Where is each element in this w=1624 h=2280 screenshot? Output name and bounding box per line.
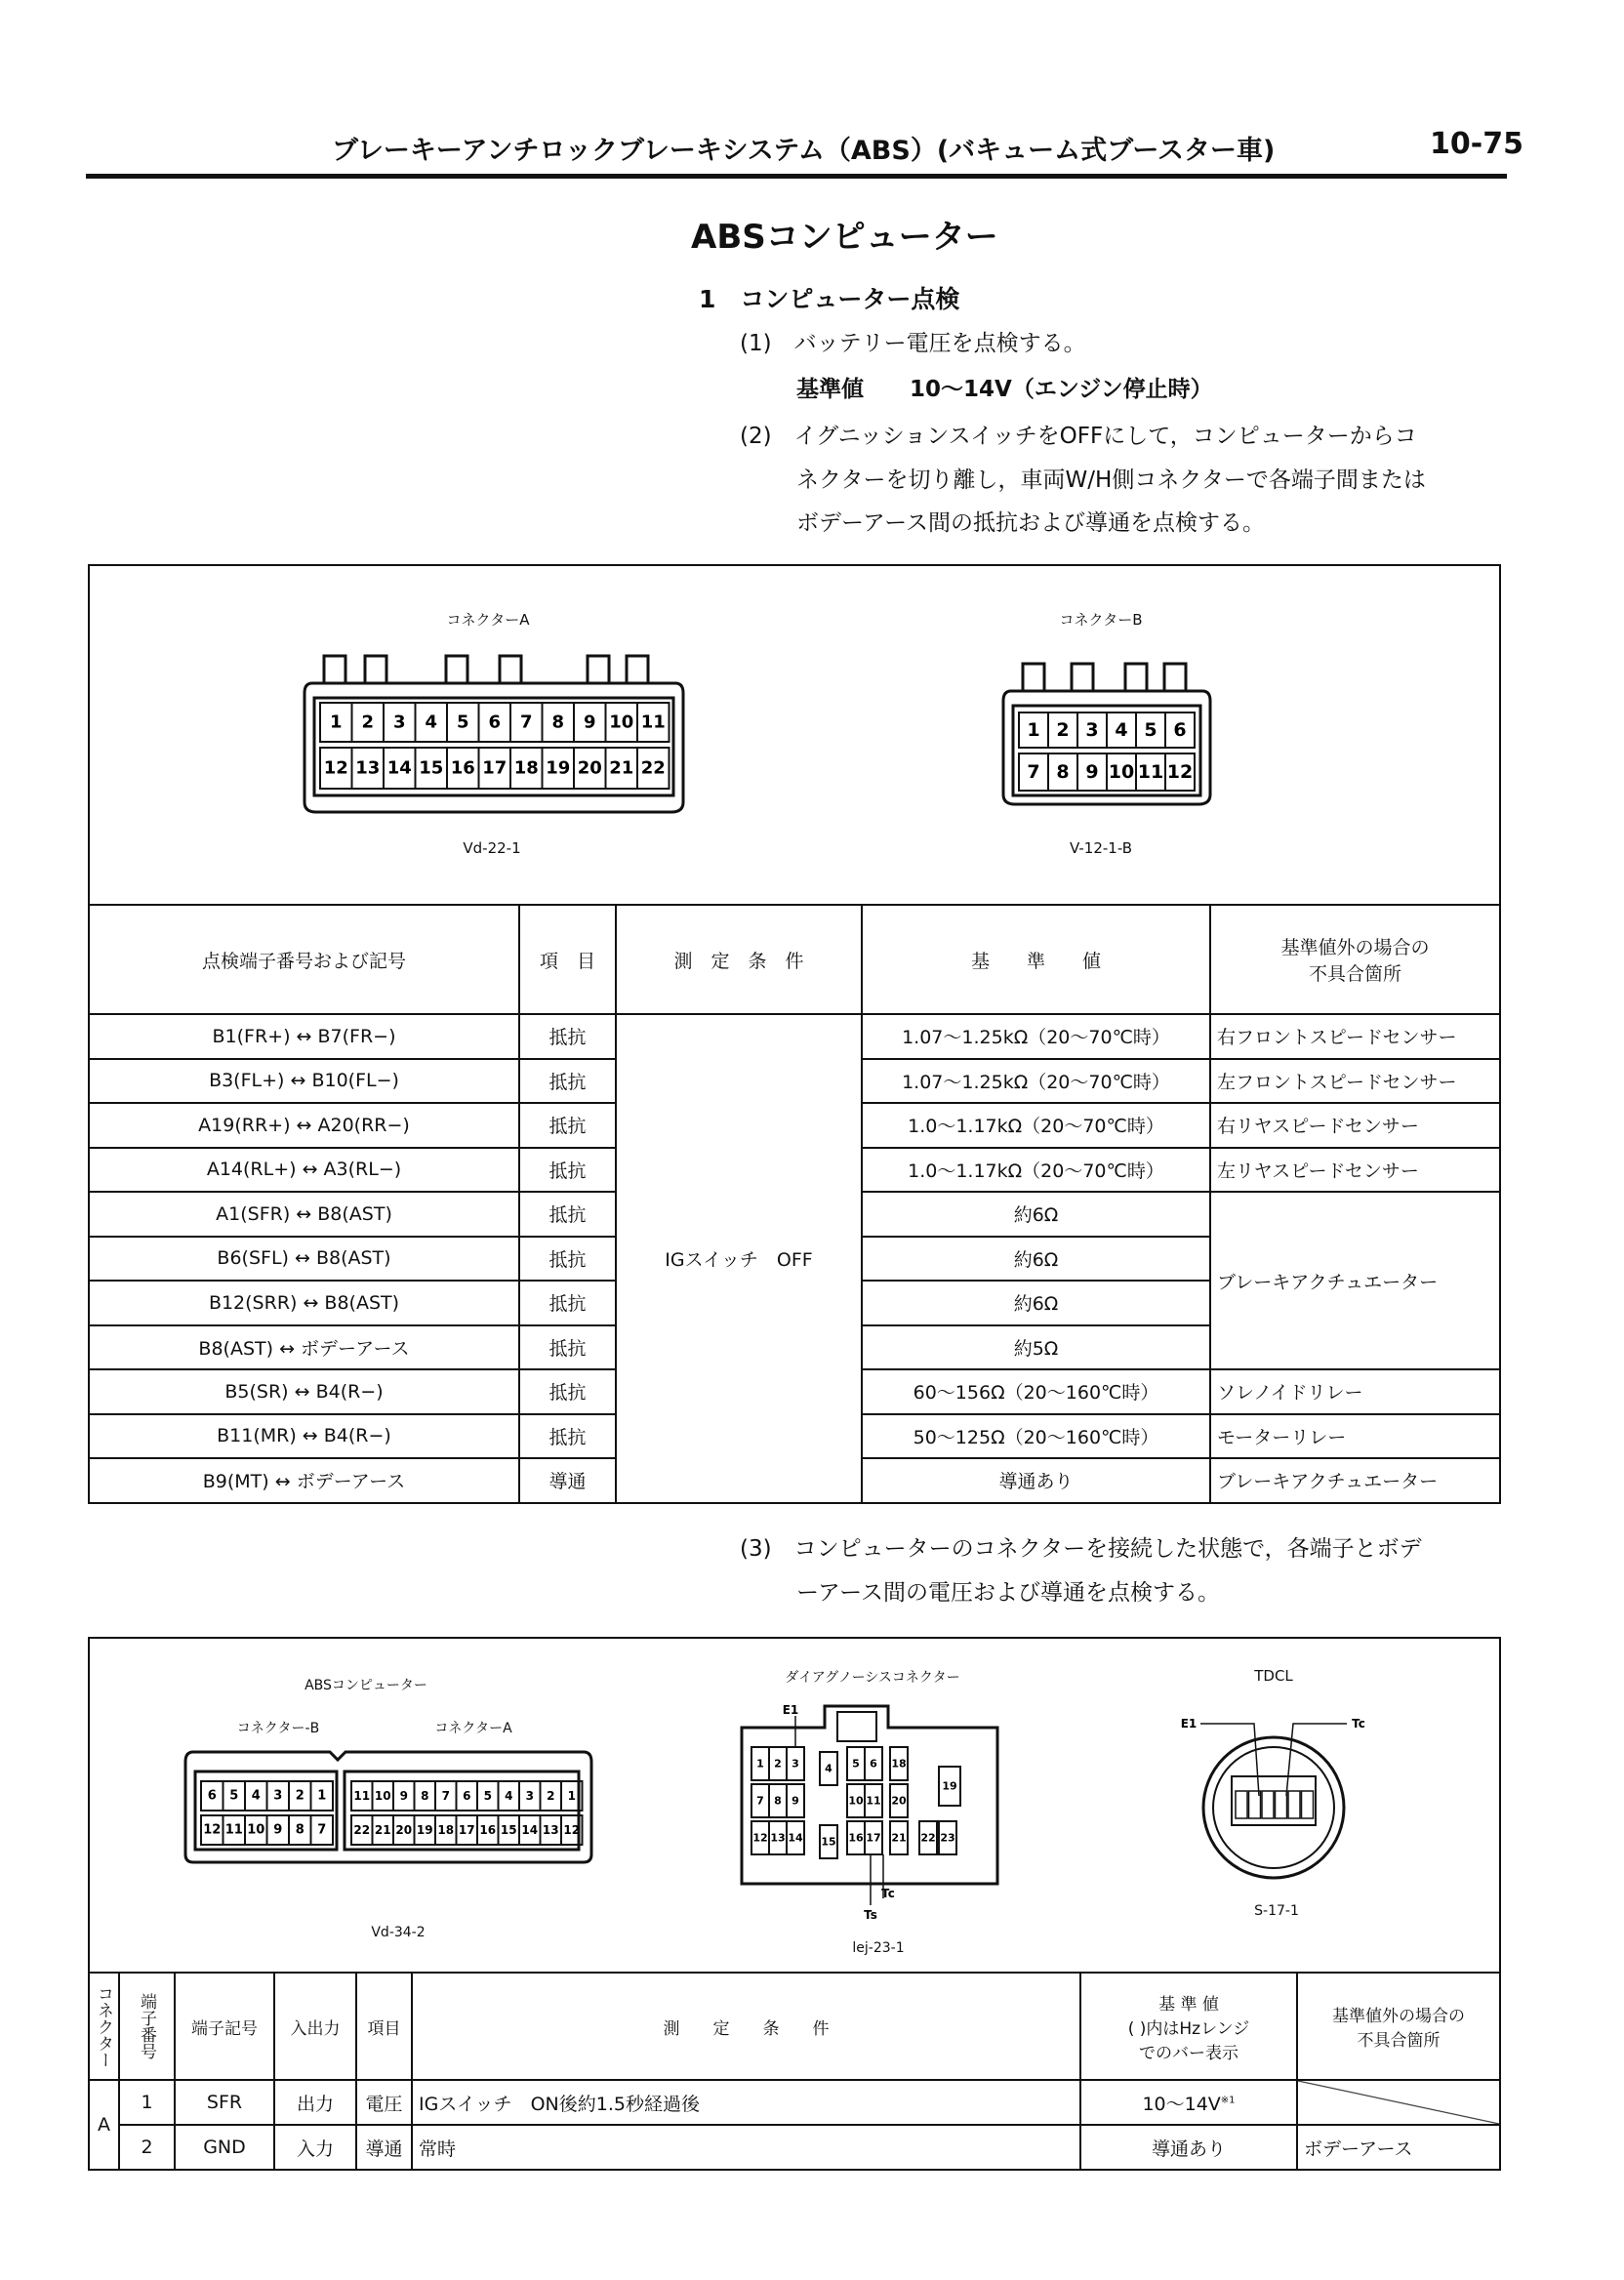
latch-tab xyxy=(1023,664,1044,691)
tdcl-pin xyxy=(1276,1791,1287,1818)
fault-cell: 左フロントスピードセンサー xyxy=(1210,1059,1500,1104)
step3-line: (3) コンピューターのコネクターを接続した状態で，各端子とボデ xyxy=(740,1536,1422,1562)
pin-number: 17 xyxy=(866,1831,881,1845)
fault-cell: ソレノイドリレー xyxy=(1210,1369,1500,1414)
callout-e1: E1 xyxy=(782,1703,799,1717)
abs-connector-b-label: コネクター-B xyxy=(236,1721,320,1736)
terminal-symbol-cell: GND xyxy=(175,2125,274,2170)
pin-number: 8 xyxy=(774,1794,782,1808)
pin-number: 2 xyxy=(774,1757,782,1771)
pin-number: 21 xyxy=(374,1823,391,1837)
pin-number: 7 xyxy=(441,1789,450,1803)
item-cell: 電圧 xyxy=(356,2080,412,2125)
spec-value: 10〜14V（エンジン停止時） xyxy=(910,377,1213,402)
pin-number: 9 xyxy=(792,1794,799,1808)
table-header-row xyxy=(89,905,1500,1014)
value-cell: 約6Ω xyxy=(862,1281,1210,1325)
column-header: コネクター xyxy=(89,1973,119,2080)
pin-number: 20 xyxy=(577,757,602,779)
item-cell: 導通 xyxy=(519,1458,616,1503)
pin-number: 3 xyxy=(1085,719,1099,741)
connector-b-code: V-12-1-B xyxy=(1069,839,1133,857)
pin-number: 1 xyxy=(1027,719,1040,741)
resistance-check-table xyxy=(88,904,1501,1504)
pin-number: 5 xyxy=(456,712,469,733)
fault-cell-empty xyxy=(1297,2080,1500,2125)
pin-number: 3 xyxy=(525,1789,534,1803)
pin-number: 19 xyxy=(546,757,571,779)
pin-number: 11 xyxy=(224,1822,243,1838)
abs-computer-code: Vd-34-2 xyxy=(371,1925,426,1940)
pin-number: 1 xyxy=(756,1757,764,1771)
pin-number: 14 xyxy=(386,757,412,779)
fault-cell: ブレーキアクチュエーター xyxy=(1210,1192,1500,1369)
spec-label: 基準値 xyxy=(796,377,864,402)
pin-number: 6 xyxy=(1173,719,1187,741)
value-text: 10〜14V xyxy=(1142,2093,1221,2115)
column-header: 基準値外の場合の 不具合箇所 xyxy=(1297,1973,1500,2080)
pin-number: 3 xyxy=(392,712,406,733)
column-header: 入出力 xyxy=(274,1973,356,2080)
step3-line: ーアース間の電圧および導通を点検する。 xyxy=(796,1580,1221,1606)
pin-number: 8 xyxy=(295,1822,304,1838)
pin-number: 5 xyxy=(229,1788,239,1804)
latch-tab xyxy=(446,656,467,683)
terminals-cell: B9(MT) ↔ ボデーアース xyxy=(89,1458,519,1503)
fault-cell: ボデーアース xyxy=(1297,2125,1500,2170)
pin-number: 23 xyxy=(940,1831,955,1845)
pin-number: 8 xyxy=(551,712,565,733)
pin-number: 1 xyxy=(329,712,343,733)
pin-number: 21 xyxy=(609,757,634,779)
pin-number: 18 xyxy=(437,1823,455,1837)
terminals-cell: B8(AST) ↔ ボデーアース xyxy=(89,1325,519,1370)
terminals-cell: B6(SFL) ↔ B8(AST) xyxy=(89,1237,519,1282)
fault-cell: ブレーキアクチュエーター xyxy=(1210,1458,1500,1503)
tdcl-pin xyxy=(1302,1791,1314,1818)
value-cell xyxy=(1080,2080,1297,2125)
diagnosis-connector-label: ダイアグノーシスコネクター xyxy=(785,1670,960,1686)
latch-tab xyxy=(365,656,386,683)
pin-number: 6 xyxy=(488,712,502,733)
value-cell: 導通あり xyxy=(862,1458,1210,1503)
item-cell: 抵抗 xyxy=(519,1325,616,1370)
connector-b-label: コネクターB xyxy=(1059,611,1143,629)
column-header: 基準値外の場合の 不具合箇所 xyxy=(1210,905,1500,1014)
condition-cell: 常時 xyxy=(412,2125,1080,2170)
latch-tab xyxy=(324,656,345,683)
pin-number: 2 xyxy=(547,1789,555,1803)
pin-number: 13 xyxy=(542,1823,559,1837)
terminals-cell: B12(SRR) ↔ B8(AST) xyxy=(89,1281,519,1325)
diagnosis-connector-code: lej-23-1 xyxy=(852,1940,905,1956)
abs-computer-label: ABSコンピューター xyxy=(304,1678,427,1693)
terminals-cell: B11(MR) ↔ B4(R−) xyxy=(89,1414,519,1459)
pin-number: 18 xyxy=(891,1757,907,1771)
pin-number: 9 xyxy=(583,712,596,733)
pin-number: 13 xyxy=(770,1831,786,1845)
column-header: 測 定 条 件 xyxy=(412,1973,1080,2080)
item-cell: 抵抗 xyxy=(519,1103,616,1148)
column-header: 項目 xyxy=(356,1973,412,2080)
value-cell: 60〜156Ω（20〜160℃時） xyxy=(862,1369,1210,1414)
tdcl-pin xyxy=(1236,1791,1247,1818)
pin-number: 11 xyxy=(866,1794,881,1808)
pin-number: 16 xyxy=(848,1831,864,1845)
pin-number: 6 xyxy=(463,1789,471,1803)
terminals-cell: A1(SFR) ↔ B8(AST) xyxy=(89,1192,519,1237)
value-text: 導通あり xyxy=(1151,2138,1226,2160)
io-cell: 入力 xyxy=(274,2125,356,2170)
pin-number: 7 xyxy=(1027,761,1040,783)
diagnosis-connector-diagram xyxy=(732,1698,1015,1923)
value-cell: 1.0〜1.17kΩ（20〜70℃時） xyxy=(862,1148,1210,1193)
tdcl-diagram xyxy=(1171,1708,1386,1903)
pin-number: 4 xyxy=(505,1789,513,1803)
pin-number: 7 xyxy=(756,1794,764,1808)
io-cell: 出力 xyxy=(274,2080,356,2125)
pin-number: 22 xyxy=(353,1823,371,1837)
column-header: 項 目 xyxy=(519,905,616,1014)
pin-number: 6 xyxy=(207,1788,217,1804)
pin-number: 7 xyxy=(317,1822,327,1838)
item-cell: 抵抗 xyxy=(519,1148,616,1193)
pin-number: 5 xyxy=(483,1789,492,1803)
pin-number: 5 xyxy=(852,1757,860,1771)
value-cell: 約5Ω xyxy=(862,1325,1210,1370)
value-cell: 1.07〜1.25kΩ（20〜70℃時） xyxy=(862,1059,1210,1104)
table-row xyxy=(89,2080,1500,2125)
table-row xyxy=(89,1014,1500,1059)
pin-number: 11 xyxy=(640,712,666,733)
column-header: 点検端子番号および記号 xyxy=(89,905,519,1014)
value-cell: 1.07〜1.25kΩ（20〜70℃時） xyxy=(862,1014,1210,1059)
pin-number: 2 xyxy=(1056,719,1070,741)
pin-number: 4 xyxy=(1115,719,1128,741)
value-cell: 約6Ω xyxy=(862,1237,1210,1282)
pin-number: 4 xyxy=(425,712,438,733)
fault-cell: 右フロントスピードセンサー xyxy=(1210,1014,1500,1059)
running-header: ブレーキーアンチロックブレーキシステム（ABS）(バキューム式ブースター車) xyxy=(332,136,1276,166)
pin-number: 10 xyxy=(609,712,634,733)
pin-number: 8 xyxy=(1056,761,1070,783)
pin-number: 10 xyxy=(247,1822,265,1838)
terminal-symbol-cell: SFR xyxy=(175,2080,274,2125)
pin-number: 15 xyxy=(821,1835,836,1849)
pin-number: 15 xyxy=(500,1823,517,1837)
step2-line: (2) イグニッションスイッチをOFFにして，コンピューターからコ xyxy=(740,424,1417,449)
latch-tab xyxy=(1125,664,1147,691)
condition-cell: IGスイッチ OFF xyxy=(616,1014,862,1503)
abs-computer-connector-diagram xyxy=(183,1742,593,1884)
fault-cell: 右リヤスピードセンサー xyxy=(1210,1103,1500,1148)
tdcl-pin xyxy=(1262,1791,1274,1818)
pin-number: 16 xyxy=(479,1823,497,1837)
pin-number: 4 xyxy=(825,1762,832,1775)
pin-number: 2 xyxy=(361,712,375,733)
subsection-title: 1 コンピューター点検 xyxy=(699,285,960,313)
callout-ts: Ts xyxy=(864,1908,877,1922)
section-title: ABSコンピューター xyxy=(691,218,998,257)
item-cell: 抵抗 xyxy=(519,1237,616,1282)
value-cell: 50〜125Ω（20〜160℃時） xyxy=(862,1414,1210,1459)
step2-line: ボデーアース間の抵抗および導通を点検する。 xyxy=(796,510,1266,536)
pin-number: 17 xyxy=(458,1823,475,1837)
connector-cell: A xyxy=(89,2080,119,2170)
terminals-cell: B5(SR) ↔ B4(R−) xyxy=(89,1369,519,1414)
connector-a-code: Vd-22-1 xyxy=(463,839,521,857)
pin-number: 21 xyxy=(891,1831,907,1845)
pin-number: 10 xyxy=(848,1794,864,1808)
latch-tab xyxy=(627,656,648,683)
latch-tab xyxy=(837,1712,876,1741)
item-cell: 抵抗 xyxy=(519,1281,616,1325)
value-cell: 1.0〜1.17kΩ（20〜70℃時） xyxy=(862,1103,1210,1148)
terminals-cell: B3(FL+) ↔ B10(FL−) xyxy=(89,1059,519,1104)
pin-number: 19 xyxy=(416,1823,433,1837)
step1-text: (1) バッテリー電圧を点検する。 xyxy=(740,331,1086,356)
pin-number: 3 xyxy=(273,1788,283,1804)
terminal-no-cell: 2 xyxy=(119,2125,175,2170)
pin-number: 9 xyxy=(1085,761,1099,783)
pin-number: 20 xyxy=(395,1823,413,1837)
pin-number: 9 xyxy=(273,1822,283,1838)
connector-a-label: コネクターA xyxy=(446,611,530,629)
pin-number: 1 xyxy=(317,1788,327,1804)
pin-number: 12 xyxy=(752,1831,768,1845)
pin-number: 6 xyxy=(870,1757,877,1771)
callout-tc: Tc xyxy=(881,1887,895,1900)
pin-number: 14 xyxy=(521,1823,539,1837)
fault-cell: モーターリレー xyxy=(1210,1414,1500,1459)
pin-number: 18 xyxy=(513,757,539,779)
pin-number: 17 xyxy=(482,757,508,779)
pin-number: 4 xyxy=(251,1788,261,1804)
table-header-row xyxy=(89,1973,1500,2080)
pin-number: 10 xyxy=(374,1789,391,1803)
latch-tab xyxy=(1072,664,1093,691)
item-cell: 導通 xyxy=(356,2125,412,2170)
pin-number: 11 xyxy=(353,1789,371,1803)
footnote-mark: ※1 xyxy=(1220,2095,1236,2106)
voltage-check-table xyxy=(88,1972,1501,2171)
pin-number: 13 xyxy=(355,757,381,779)
terminals-cell: A19(RR+) ↔ A20(RR−) xyxy=(89,1103,519,1148)
tdcl-label: TDCL xyxy=(1254,1667,1293,1685)
pin-number: 8 xyxy=(421,1789,429,1803)
item-cell: 抵抗 xyxy=(519,1414,616,1459)
table-row xyxy=(89,2125,1500,2170)
pin-number: 3 xyxy=(792,1757,799,1771)
fault-cell: 左リヤスピードセンサー xyxy=(1210,1148,1500,1193)
pin-number: 19 xyxy=(942,1779,957,1793)
step2-line: ネクターを切り離し，車両W/H側コネクターで各端子間または xyxy=(796,468,1426,493)
connector-figure-1 xyxy=(88,564,1501,906)
callout-tc: Tc xyxy=(1352,1717,1365,1730)
callout-line xyxy=(1200,1724,1259,1796)
pin-number: 16 xyxy=(450,757,475,779)
tdcl-code: S-17-1 xyxy=(1254,1903,1299,1919)
terminals-cell: A14(RL+) ↔ A3(RL−) xyxy=(89,1148,519,1193)
abs-connector-a-label: コネクターA xyxy=(434,1721,512,1736)
pin-number: 22 xyxy=(920,1831,936,1845)
latch-tab xyxy=(500,656,521,683)
connector-b-diagram xyxy=(1003,652,1213,808)
header-rule xyxy=(86,174,1507,179)
latch-tab xyxy=(1164,664,1186,691)
item-cell: 抵抗 xyxy=(519,1192,616,1237)
pin-number: 10 xyxy=(1108,761,1135,783)
column-header: 基 準 値 xyxy=(862,905,1210,1014)
column-header: 測 定 条 件 xyxy=(616,905,862,1014)
value-cell xyxy=(1080,2125,1297,2170)
terminals-cell: B1(FR+) ↔ B7(FR−) xyxy=(89,1014,519,1059)
pin-number: 9 xyxy=(399,1789,408,1803)
page-number: 10-75 xyxy=(1430,127,1523,161)
item-cell: 抵抗 xyxy=(519,1059,616,1104)
pin-number: 12 xyxy=(323,757,348,779)
callout-e1: E1 xyxy=(1180,1717,1198,1730)
pin-number: 12 xyxy=(203,1822,222,1838)
pin-number: 14 xyxy=(788,1831,803,1845)
tdcl-pin xyxy=(1288,1791,1300,1818)
pin-number: 12 xyxy=(1166,761,1194,783)
column-header: 端子番号 xyxy=(119,1973,175,2080)
item-cell: 抵抗 xyxy=(519,1014,616,1059)
pin-number: 2 xyxy=(295,1788,304,1804)
pin-number: 12 xyxy=(563,1823,581,1837)
column-header: 端子記号 xyxy=(175,1973,274,2080)
pin-number: 5 xyxy=(1144,719,1157,741)
column-header: 基 準 値 ( )内はHzレンジ でのバー表示 xyxy=(1080,1973,1297,2080)
value-cell: 約6Ω xyxy=(862,1192,1210,1237)
terminal-no-cell: 1 xyxy=(119,2080,175,2125)
pin-number: 7 xyxy=(519,712,533,733)
pin-number: 15 xyxy=(419,757,444,779)
item-cell: 抵抗 xyxy=(519,1369,616,1414)
pin-number: 11 xyxy=(1137,761,1164,783)
latch-tab xyxy=(588,656,609,683)
pin-number: 20 xyxy=(891,1794,907,1808)
pin-number: 22 xyxy=(640,757,666,779)
pin-number: 1 xyxy=(567,1789,576,1803)
condition-cell: IGスイッチ ON後約1.5秒経過後 xyxy=(412,2080,1080,2125)
connector-a-diagram xyxy=(304,644,685,815)
connector-housing xyxy=(185,1752,591,1862)
